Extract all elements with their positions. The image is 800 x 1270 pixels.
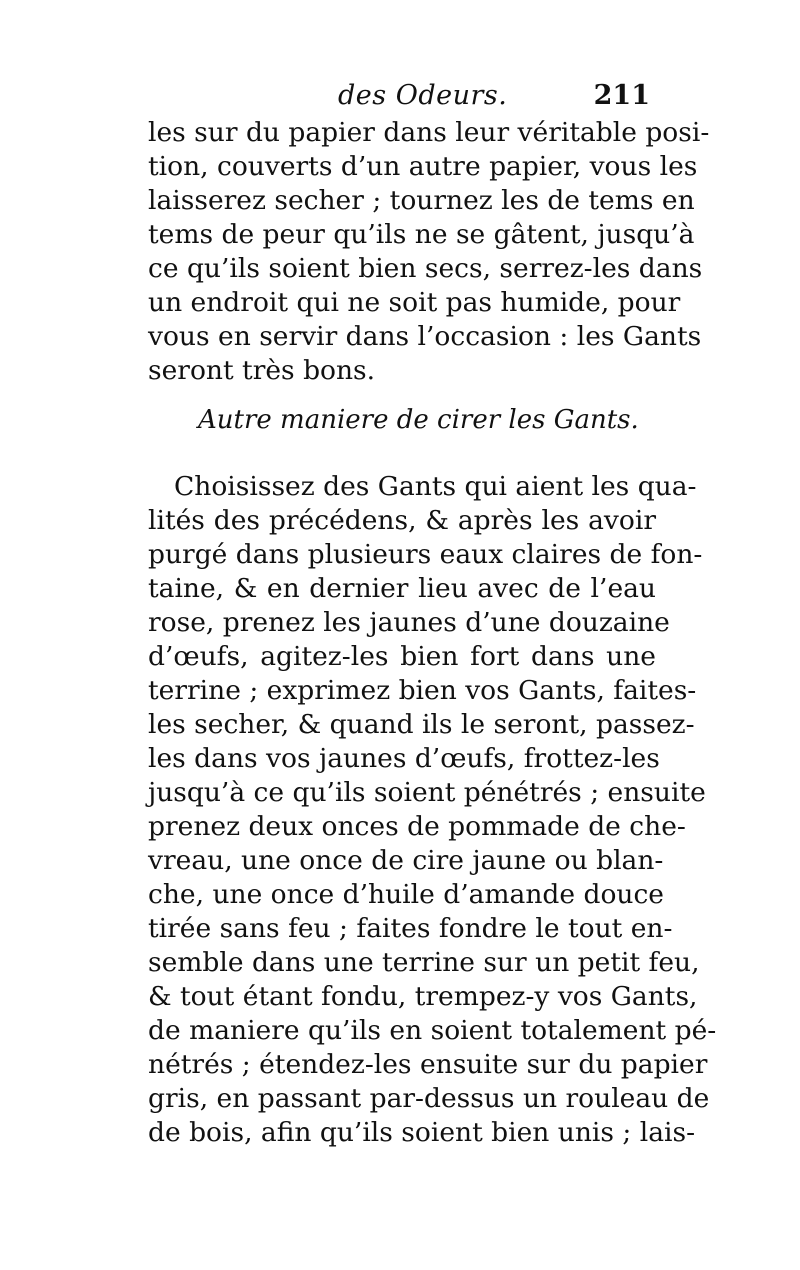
text-line: Choisissez des Gants qui aient les qua-	[174, 471, 697, 502]
text-line: ce qu’ils soient bien secs, serrez-les dans	[148, 253, 703, 284]
text-line: prenez deux onces de pommade de che-	[148, 811, 686, 842]
text-line: & tout étant fondu, trempez-y vos Gants,	[148, 981, 698, 1012]
text-line: de maniere qu’ils en soient totalement pé-	[148, 1015, 717, 1046]
text-line: tems de peur qu’ils ne se gâtent, jusqu’à	[148, 219, 695, 250]
text-line: nétrés ; étendez-les ensuite sur du papier	[148, 1049, 708, 1080]
section-heading: Autre maniere de cirer les Gants.	[198, 405, 639, 435]
text-line: un endroit qui ne soit pas humide, pour	[148, 287, 681, 318]
text-line: seront très bons.	[148, 355, 376, 386]
text-line: jusqu’à ce qu’ils soient pénétrés ; ensuite	[148, 777, 706, 808]
text-line: les dans vos jaunes d’œufs, frottez-les	[148, 743, 660, 774]
paragraph-recipe	[148, 470, 717, 1150]
running-head	[140, 80, 660, 116]
text-line: de bois, afin qu’ils soient bien unis ; lais-	[148, 1117, 696, 1148]
text-line: tirée sans feu ; faites fondre le tout en-	[148, 913, 673, 944]
text-line: terrine ; exprimez bien vos Gants, faites-	[148, 675, 697, 706]
text-line: che, une once d’huile d’amande douce	[148, 879, 664, 910]
page-number: 211	[593, 80, 650, 111]
paragraph-continuation	[148, 116, 710, 388]
text-line: gris, en passant par-dessus un rouleau de	[148, 1083, 710, 1114]
running-title: des Odeurs.	[338, 80, 508, 111]
text-line: semble dans une terrine sur un petit feu,	[148, 947, 700, 978]
text-line: taine, & en dernier lieu avec de l’eau	[148, 573, 656, 604]
text-line: vreau, une once de cire jaune ou blan-	[148, 845, 664, 876]
text-line: les sur du papier dans leur véritable posi-	[148, 117, 710, 148]
text-line: laisserez secher ; tournez les de tems en	[148, 185, 695, 216]
text-line: purgé dans plusieurs eaux claires de fon-	[148, 539, 703, 570]
text-line: lités des précédens, & après les avoir	[148, 505, 656, 536]
text-line: tion, couverts d’un autre papier, vous les	[148, 151, 698, 182]
text-line: les secher, & quand ils le seront, passez-	[148, 709, 695, 740]
text-line: d’œufs, agitez-les bien fort dans une	[148, 641, 656, 672]
text-line: vous en servir dans l’occasion : les Gants	[148, 321, 702, 352]
text-line: rose, prenez les jaunes d’une douzaine	[148, 607, 670, 638]
